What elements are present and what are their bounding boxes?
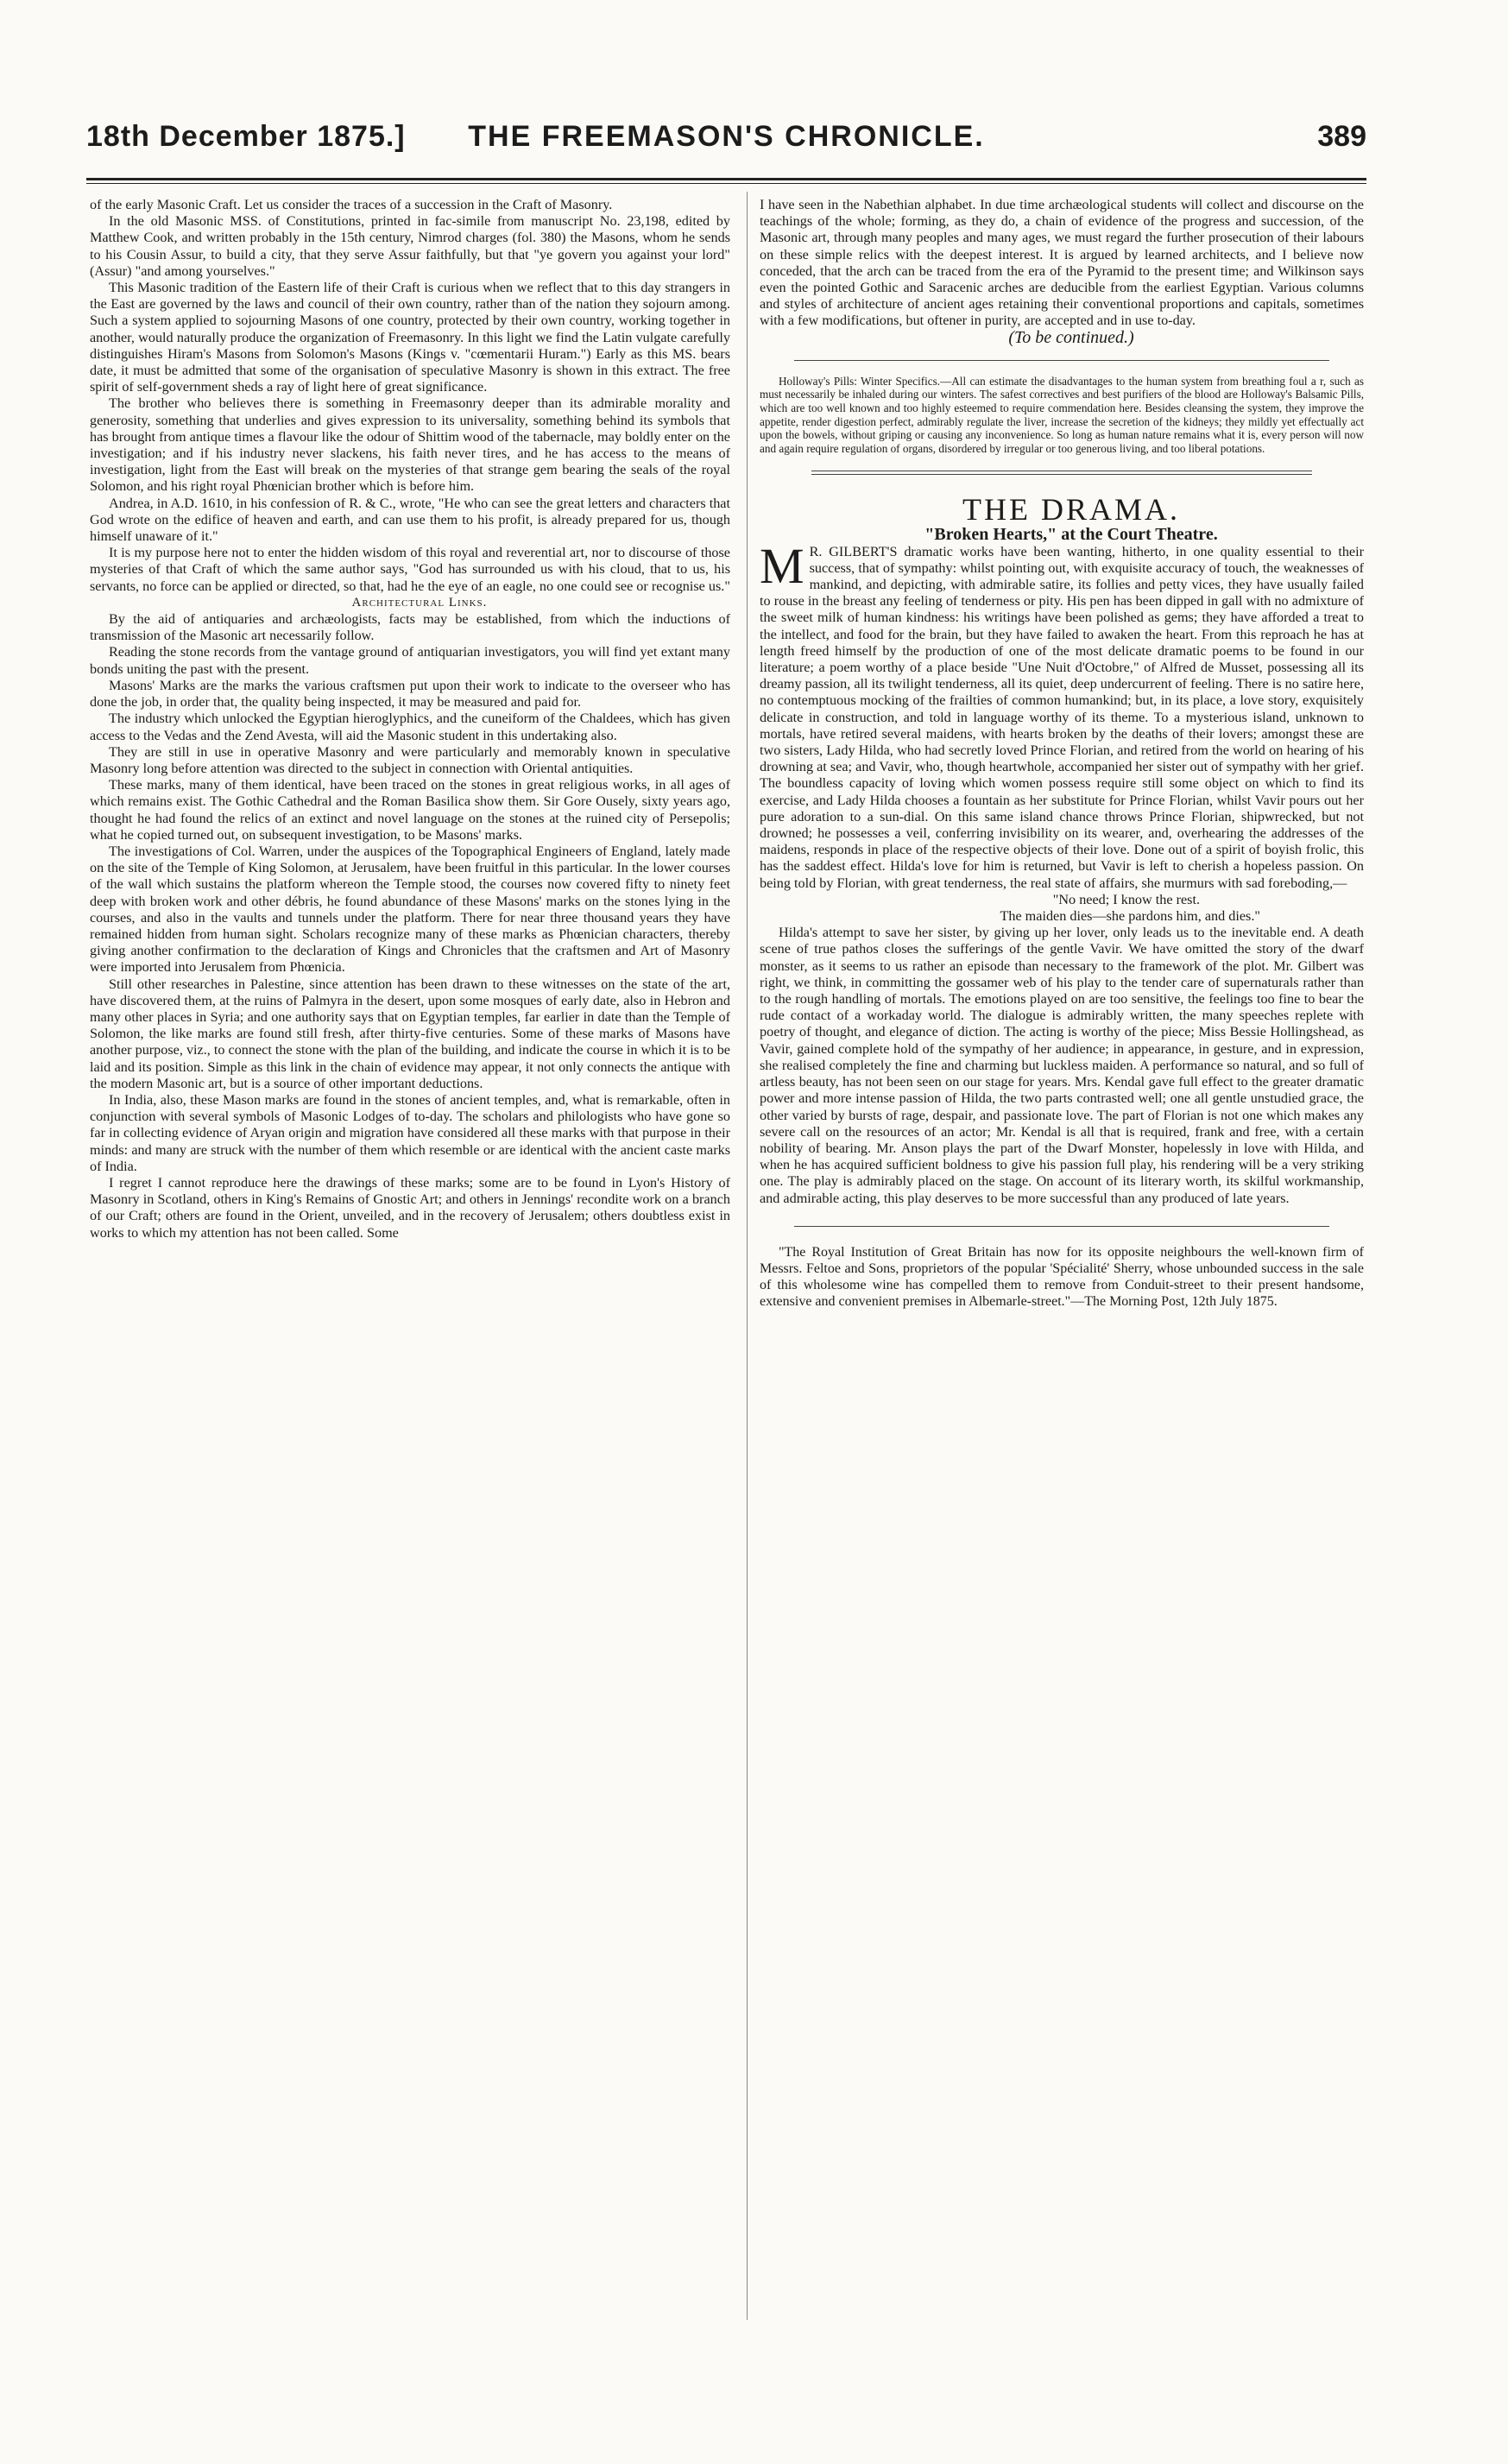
article-paragraph: Andrea, in A.D. 1610, in his confession of R. & C., wrote, "He who can see the great letters and characters that God wrote on the edifice of heaven and earth, and can use them to his profit, is already prepared for us, though himself unaware of it." — [90, 495, 730, 545]
to-be-continued: (To be continued.) — [1008, 327, 1134, 347]
masthead-title: THE FREEMASON'S CHRONICLE. — [468, 120, 985, 153]
verse-quote-line: "No need; I know the rest. — [1052, 891, 1200, 907]
article-paragraph: This Masonic tradition of the Eastern life of their Craft is curious when we reflect that to this day strangers in the East are governed by the laws and council of their own country, rather than of the nation they sojourn among. Such a system applied to sojourning Masons of one country, protected by their own country, working together in another, would naturally produce the organization of Freemasonry. In this light we find the Latin vulgate carefully distinguishes Hiram's Masons from Solomon's Masons (Kings v. "cœmentarii Huram.") Early as this MS. bears date, it must be admitted that some of the organisation of speculative Masonry is shown in this extract. The free spirit of self-government sheds a ray of light here of great significance. — [90, 280, 730, 395]
drop-cap: M — [760, 537, 804, 594]
left-column — [90, 197, 730, 1241]
article-paragraph: These marks, many of them identical, have been traced on the stones in great religious works, in all ages of which remains exist. The Gothic Cathedral and the Roman Basilica show them. Sir Gore Ousely, sixty years ago, thought he had found the relics of an extinct and novel language on the stones at the ruined city of Persepolis; what he copied turned out, on subsequent investigation, to be Masons' marks. — [90, 777, 730, 843]
section-title: THE DRAMA. — [962, 492, 1180, 528]
section-subhead: Architectural Links. — [351, 595, 488, 610]
article-paragraph: Masons' Marks are the marks the various craftsmen put upon their work to indicate to the overseer who has done the job, in order that, the quality being inspected, it may be measured and paid for. — [90, 677, 730, 711]
trade-notice: "The Royal Institution of Great Britain has now for its opposite neighbours the well-known firm of Messrs. Feltoe and Sons, proprietors of the popular 'Spécialité' Sherry, whose unbounded success in the sale of this wholesome wine has compelled them to remove from Conduit-street to their present handsome, extensive and convenient premises in Albemarle-street."—The Morning Post, 12th July 1875. — [760, 1244, 1364, 1310]
article-paragraph: By the aid of antiquaries and archæologists, facts may be established, from which the inductions of transmission of the Masonic art necessarily follow. — [90, 611, 730, 644]
article-paragraph: In the old Masonic MSS. of Constitutions, printed in fac-simile from manuscript No. 23,198, edited by Matthew Cook, and written probably in the 15th century, Nimrod charges (fol. 380) the Masons, whom he sends to his Cousin Assur, to build a city, that they serve Assur faithfully, but that "ye govern you against your lord" (Assur) "and among yourselves." — [90, 213, 730, 279]
article-paragraph: The industry which unlocked the Egyptian hieroglyphics, and the cuneiform of the Chaldees, which has given access to the Vedas and the Zend Avesta, will aid the Masonic student in this undertaking also. — [90, 711, 730, 743]
article-paragraph: I regret I cannot reproduce here the drawings of these marks; some are to be found in Lyon's History of Masonry in Scotland, others in King's Remains of Gnostic Art; and others in Jennings' recondite work on a branch of our Craft; others are found in the Orient, unveiled, and in the recovery of Jerusalem; others doubtless exist in works to which my attention has not been called. Some — [90, 1174, 730, 1241]
column-divider — [747, 192, 748, 2320]
drama-text: R. GILBERT'S dramatic works have been wanting, hitherto, in one quality essential to their success, that of sympathy: whilst pointing out, with exquisite accuracy of touch, the weaknesses of mankind, and depicting, with admirable satire, its follies and petty vices, they have usually failed to rouse in the breast any feeling of tenderness or pity. His pen has been dipped in gall with no admixture of the sweet milk of human kindness: his writings have been polished as gems; they have afforded a treat to the intellect, and food for the brain, but they have failed to awaken the heart. From this reproach he has at length freed himself by the production of one of the most delicate dramatic poems to be found in our literature; a poem worthy of a place beside "Une Nuit d'Octobre," of Alfred de Musset, possessing all its dreamy passion, all its twilight tenderness, all its quiet, deep undercurrent of feeling. There is no satire here, no contemptuous mocking of the frailties of common humankind; but, in its place, a love story, exquisitely delicate in construction, and told in language worthy of its theme. To a mysterious island, unknown to mortals, have retired several maidens, with hearts broken by the deaths of their lovers; amongst these are two sisters, Lady Hilda, who had secretly loved Prince Florian, and retired from the world on hearing of his drowning at sea; and Vavir, who, though heartwhole, accompanied her sister out of sympathy with her grief. The boundless capacity of loving which women possess require still some object on which to find its exercise, and Lady Hilda chooses a fountain as her substitute for Prince Florian, whilst Vavir pours out her pure adoration to a sun-dial. On this same island chance throws Prince Florian, shipwrecked, but not drowned; he possesses a veil, conferring invisibility on its wearer, and, overhearing the addresses of the maidens, responds in place of the respective objects of their love. Done out of a spirit of boyish frolic, this has the saddest effect. Hilda's love for him is returned, but Vavir is left to cherish a hopeless passion. On being told by Florian, with great tenderness, the real state of affairs, she murmurs with sad foreboding,— — [760, 543, 1364, 891]
article-continuation: I have seen in the Nabethian alphabet. In due time archæological students will collect and discourse on the teachings of the whole; forming, as they do, a chain of evidence of the progress and succession, of the Masonic art, through many peoples and many ages, we must regard the further prosecution of their labours on these simple relics with the deepest interest. It is argued by learned architects, and I believe now conceded, that the arch can be traced from the era of the Pyramid to the present time; and Wilkinson says even the pointed Gothic and Saracenic arches are deducible from the earliest Egyptian. Various columns and styles of architecture of ancient ages retaining their conventional proportions and capitals, sometimes with a few modifications, but oftener in purity, are accepted and in use to-day. — [760, 197, 1364, 329]
page-number: 389 — [1317, 120, 1366, 153]
header-rule-thin — [86, 183, 1366, 184]
advertisement-notice: Holloway's Pills: Winter Specifics.—All can estimate the disadvantages to the human system from breathing foul a r, such as must necessarily be inhaled during our winters. The safest correctives and best purifiers of the blood are Holloway's Balsamic Pills, which are too well known and too highly esteemed to require commendation here. Besides cleansing the system, they improve the appetite, render digestion perfect, admirably regulate the liver, increase the secretion of the kidneys; they mildly yet effectually act upon the bowels, without griping or causing any inconvenience. So long as human nature remains what it is, every person will now and again require regulation of organs, disordered by irregular or too generous living, and too liberal potations. — [760, 374, 1364, 455]
separator-rule — [794, 360, 1329, 361]
header-rule-thick — [86, 178, 1366, 180]
separator-rule — [794, 1226, 1329, 1227]
right-column — [760, 197, 1364, 1311]
verse-quote-line: The maiden dies—she pardons him, and dies." — [1000, 908, 1260, 925]
issue-date: 18th December 1875.] — [86, 120, 406, 153]
article-paragraph: The investigations of Col. Warren, under the auspices of the Topographical Engineers of England, lately made on the site of the Temple of King Solomon, at Jerusalem, have been fruitful in this particular. In the lower courses of the wall which sustains the platform whereon the Temple stood, the courses now covered fifty to ninety feet deep with broken work and other débris, he found abundance of these Masons' marks on the stones lying in the courses, and also in the vaults and tunnels under the platform. There for near three thousand years they have remained hidden from human sight. Scholars recognize many of these marks as Phœnician characters, thereby giving another confirmation to the declaration of Kings and Chronicles that the craftsmen and Art of Masonry were imported into Jerusalem from Phœnicia. — [90, 843, 730, 976]
article-paragraph: In India, also, these Mason marks are found in the stones of ancient temples, and, what is remarkable, often in conjunction with several symbols of Masonic Lodges of to-day. The scholars and philologists who have gone so far in collecting evidence of Aryan origin and migration have considered all these marks with that purpose in their minds: and many are struck with the number of them which resemble or are identical with the ancient caste marks of India. — [90, 1091, 730, 1174]
section-double-rule — [811, 471, 1312, 475]
article-paragraph: They are still in use in operative Masonry and were particularly and memorably known in speculative Masonry long before attention was directed to the subject in connection with Oriental antiquities. — [90, 743, 730, 776]
section-subtitle: "Broken Hearts," at the Court Theatre. — [924, 525, 1218, 545]
article-paragraph: Reading the stone records from the vantage ground of antiquarian investigators, you will find yet extant many bonds uniting the past with the present. — [90, 644, 730, 677]
page-header — [86, 119, 1366, 154]
article-paragraph: It is my purpose here not to enter the hidden wisdom of this royal and reverential art, nor to discourse of those mysteries of that Craft of which the same author says, "God has surrounded us with his cloud, that to us, his servants, no force can be applied or directed, so that, had he the eye of an eagle, no one could see or recognise us." — [90, 545, 730, 594]
drama-paragraph — [760, 537, 1364, 892]
article-paragraph: The brother who believes there is something in Freemasonry deeper than its admirable morality and generosity, something that underlies and gives expression to its universality, something behind its symbols that has brought from antique times a flavour like the odour of Shittim wood of the tabernacle, may boldly enter on the investigation; and if his industry never slackens, his faith never tires, and he has access to the means of investigation, light from the East will break on the mysteries of that strange gem bearing the seals of the royal Solomon, and his right royal Phœnician brother which is before him. — [90, 395, 730, 495]
drama-paragraph: Hilda's attempt to save her sister, by giving up her lover, only leads us to the inevitable end. A death scene of true pathos closes the sufferings of the gentle Vavir. We have omitted the story of the dwarf monster, as it seems to us rather an episode than necessary to the framework of the plot. Mr. Gilbert was right, we think, in committing the gossamer web of his play to the tender care of supernaturals rather than to the rough handling of mortals. The emotions played on are too sensitive, the feelings too fine to bear the rude contact of a workaday world. The dialogue is admirably written, the many speeches replete with poetry of thought, and elegance of diction. The acting is worthy of the piece; Miss Bessie Hollingshead, as Vavir, gained complete hold of the sympathy of her audience; in appearance, in gesture, and in expression, she realised completely the fine and charming but luckless maiden. A performance so natural, and so full of artless beauty, has not been seen on our stage for years. Mrs. Kendal gave full effect to the greater dramatic power and more intense passion of Hilda, the two parts contrasted well; one all gentle unstudied grace, the other varied by bursts of rage, despair, and passionate love. The part of Florian is not one which makes any severe call on the resources of an actor; Mr. Kendal is all that is required, frank and free, with a certain nobility of bearing. Mr. Anson plays the part of the Dwarf Monster, hopelessly in love with Hilda, and when he has acquired sufficient boldness to give his passion full play, his rendering will be a very striking one. The play is admirably placed on the stage. On account of its literary worth, its skilful workmanship, and admirable acting, this play deserves to be more successful than any produced of late years. — [760, 925, 1364, 1206]
article-paragraph: Still other researches in Palestine, since attention has been drawn to these witnesses on the state of the art, have discovered them, at the ruins of Palmyra in the desert, upon some mosques of early date, also in Hebron and many other places in Syria; and one authority says that on Egyptian temples, far earlier in date than the Temple of Solomon, the like marks are found still fresh, after thirty-five centuries. Some of these marks of Masons have another purpose, viz., to connect the stone with the plan of the building, and indicate the course in which it is to be laid and its position. Simple as this link in the chain of evidence may appear, it not only connects the antique with the modern Masonic art, but is a source of other important deductions. — [90, 976, 730, 1091]
article-paragraph: of the early Masonic Craft. Let us consider the traces of a succession in the Craft of Masonry. — [90, 197, 613, 212]
